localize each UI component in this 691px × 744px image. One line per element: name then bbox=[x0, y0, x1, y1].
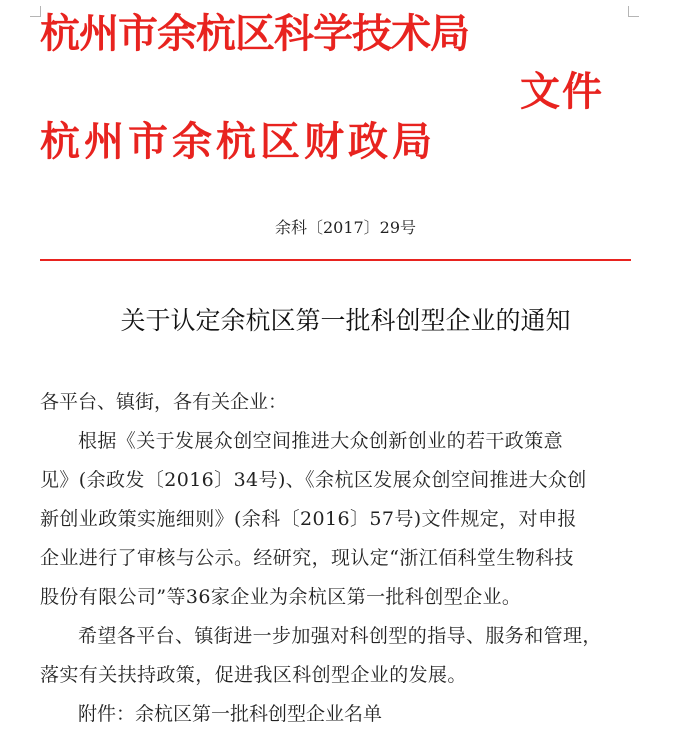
body-paragraph-2 bbox=[40, 617, 636, 695]
paragraph-line: 股份有限公司”等36家企业为余杭区第一批科创型企业。 bbox=[40, 586, 522, 608]
body-paragraph-1 bbox=[40, 422, 636, 617]
paragraph-line: 新创业政策实施细则》(余科〔2016〕57号)文件规定，对申报 bbox=[40, 508, 577, 530]
document-type-label: 文件 bbox=[520, 69, 604, 115]
document-title: 关于认定余杭区第一批科创型企业的通知 bbox=[120, 306, 571, 335]
issuing-org-primary: 杭州市余杭区科学技术局 bbox=[40, 11, 469, 57]
attachment-note: 附件：余杭区第一批科创型企业名单 bbox=[78, 703, 383, 725]
paragraph-line: 希望各平台、镇街进一步加强对科创型的指导、服务和管理， bbox=[78, 625, 602, 647]
paragraph-line: 落实有关扶持政策，促进我区科创型企业的发展。 bbox=[40, 664, 467, 686]
red-separator-line bbox=[40, 259, 631, 261]
paragraph-line: 根据《关于发展众创空间推进大众创新创业的若干政策意 bbox=[78, 430, 564, 452]
crop-mark-top-right bbox=[628, 6, 639, 17]
paragraph-line: 企业进行了审核与公示。经研究，现认定“浙江佰科堂生物科技 bbox=[40, 547, 574, 569]
salutation: 各平台、镇街，各有关企业： bbox=[40, 391, 288, 413]
document-number: 余科〔2017〕29号 bbox=[274, 218, 417, 237]
issuing-org-secondary: 杭州市余杭区财政局 bbox=[40, 119, 436, 165]
paragraph-line: 见》(余政发〔2016〕34号)、《余杭区发展众创空间推进大众创 bbox=[40, 469, 587, 491]
